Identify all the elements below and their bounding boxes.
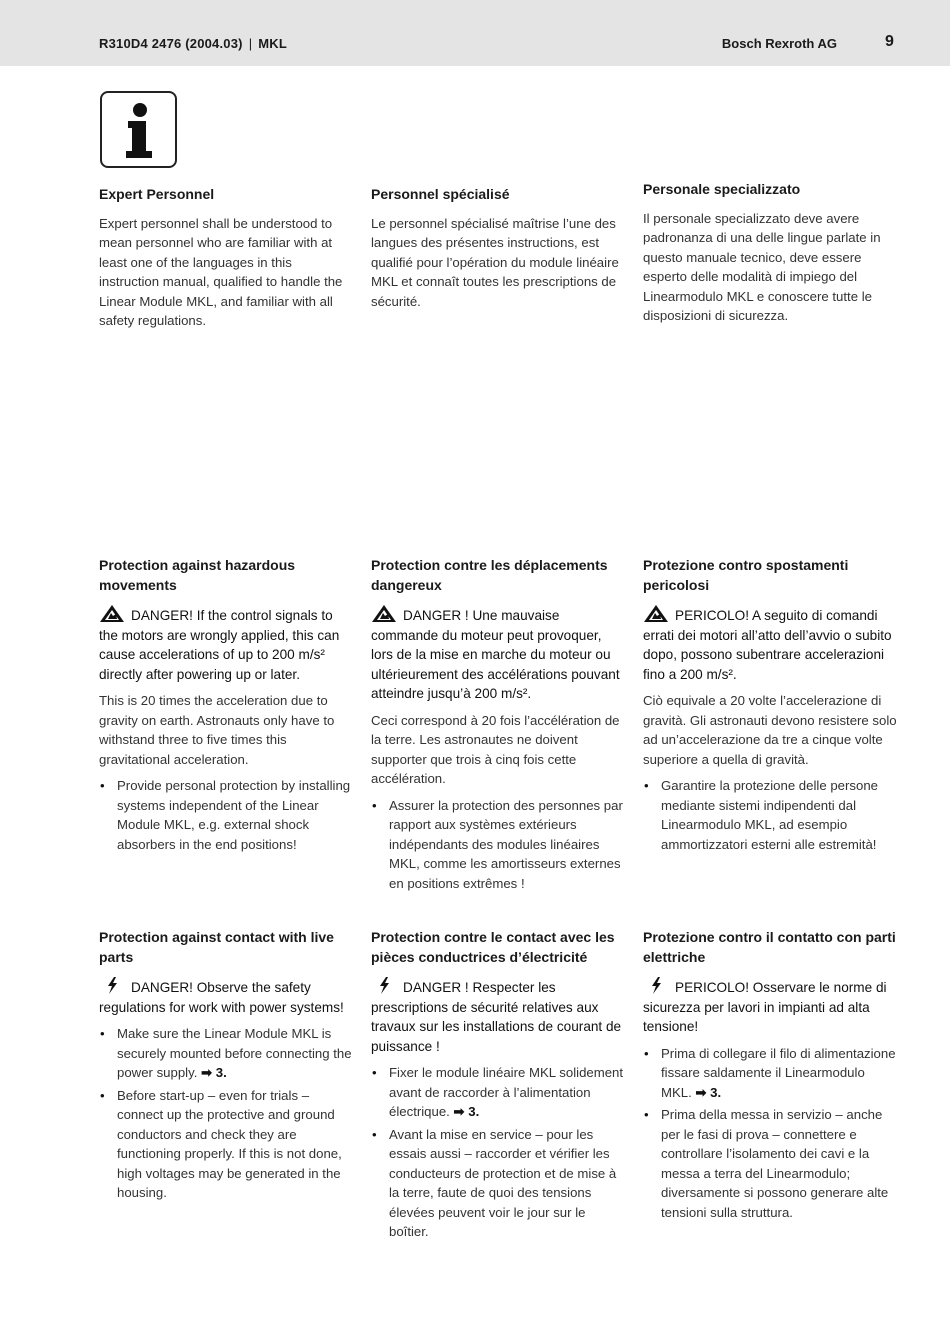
list-item-text: Make sure the Linear Module MKL is securely mounted before connecting the power supply. [117,1026,352,1080]
warning-text: PERICOLO! Osservare le norme di sicurezza per lavori in impianti ad alta tensione! [643,980,887,1034]
movement-col-it [643,556,898,857]
info-icon [100,91,177,168]
cross-reference: ➡ 3. [695,1084,722,1100]
bullet-list [371,796,626,894]
page-header [0,0,950,66]
danger-triangle-icon [371,604,397,623]
warning-text: DANGER! If the control signals to the motors are wrongly applied, this can cause accelerations of up to 200 m/s² directly after powering up or later. [99,608,340,682]
cross-reference: ➡ 3. [201,1065,227,1080]
company-name: Bosch Rexroth AG [721,36,837,51]
bullet-list [99,776,354,854]
section-title: Protection contre les déplacements dangereux [371,557,608,593]
list-item: • Avant la mise en service – pour les essais aussi – raccorder et vérifier les conducteurs de protection et de mise à la terre, faute de quoi des tensions élevées peuvent voir le jour sur le boîtier. [371,1125,626,1242]
section-title: Protection contre le contact avec les pièces conductrices d’électricité [371,929,615,965]
section-title: Personnel spécialisé [371,186,510,202]
list-item: • Garantire la protezione delle persone mediante sistemi indipendenti dal Linearmodulo MKL, ad esempio ammortizzatori esterni alle estremità! [643,776,898,854]
list-item: • Before start-up – even for trials – connect up the protective and ground conductors and check they are functioning properly. If this is not done, high voltages may be generated in the housing. [99,1086,354,1203]
contact-col-it [643,928,898,1225]
section-title: Protezione contro spostamenti pericolosi [643,557,849,593]
danger-warning [643,976,898,1037]
product-name: MKL [258,36,288,51]
list-item: • Prima della messa in servizio – anche per le fasi di prova – connettere e controllare l’isolamento dei cavi e la messa a terra del Linearmodulo; diversamente si possono generare alte tensioni sulla struttura. [643,1105,898,1222]
section-text: Le personnel spécialisé maîtrise l’une des langues des présentes instructions, est qualifié pour l’opération du module linéaire MKL et connaît toutes les prescriptions de sécurité. [371,215,619,309]
danger-warning [643,604,898,684]
lightning-bolt-icon [643,976,669,995]
page-number: 9 [885,33,894,50]
list-item-text: Prima di collegare il filo di alimentazione fissare saldamente il Linearmodulo MKL. [661,1045,896,1100]
header-doc-info [99,36,287,51]
section-text: Il personale specializzato deve avere padronanza di una delle lingue parlate in questo manuale tecnico, deve essere esperto delle modalità di impiego del Linearmodulo MKL e conoscere tutte le disposizioni di sicurezza. [643,210,881,323]
danger-warning [99,604,354,684]
section-title: Protection against hazardous movements [99,557,296,593]
expert-col-it [643,180,898,333]
warning-text: DANGER! Observe the safety regulations for work with power systems! [99,980,344,1015]
section-title: Personale specializzato [643,181,801,197]
danger-warning [99,976,354,1017]
section-text: Ciò equivale a 20 volte l’accelerazione di gravità. Gli astronauti devono resistere solo ad un’accelerazione da tre a cinque volte superiore a quella di gravità. [643,693,897,767]
section-title: Protezione contro il contatto con parti elettriche [643,929,896,965]
list-item [371,1063,626,1122]
bullet-list [371,1063,626,1242]
cross-reference: ➡ 3. [453,1104,480,1119]
doc-id: R310D4 2476 (2004.03) [99,36,243,51]
list-item: • Assurer la protection des personnes par rapport aux systèmes extérieurs indépendants des modules linéaires MKL, comme les amortisseurs externes en positions extrêmes ! [371,796,626,894]
warning-text: DANGER ! Respecter les prescriptions de sécurité relatives aux travaux sur les installations de courant de puissance ! [371,980,622,1054]
section-text: This is 20 times the acceleration due to gravity on earth. Astronauts only have to withstand three to five times this gravitational acceleration. [99,693,335,767]
header-separator: | [248,36,253,51]
movement-col-en [99,556,354,857]
bullet-list [643,1044,898,1223]
section-title: Expert Personnel [99,186,215,202]
list-item [99,1024,354,1083]
section-text: Ceci correspond à 20 fois l’accélération de la terre. Les astronautes ne doivent supporter que trois à cinq fois cette accélération. [371,712,620,786]
bullet-list [643,776,898,854]
warning-text: DANGER ! Une mauvaise commande du moteur peut provoquer, lors de la mise en marche du moteur ou ultérieurement des accélérations pouvant atteindre jusqu’à 200 m/s². [371,608,620,701]
danger-warning [371,976,626,1056]
movement-col-fr [371,556,626,896]
bullet-list [99,1024,354,1203]
expert-col-en [99,185,354,338]
lightning-bolt-icon [371,976,397,995]
contact-col-fr [371,928,626,1245]
lightning-bolt-icon [99,976,125,995]
section-title: Protection against contact with live parts [99,929,334,965]
expert-col-fr [371,185,626,318]
danger-triangle-icon [643,604,669,623]
contact-col-en [99,928,354,1206]
danger-triangle-icon [99,604,125,623]
danger-warning [371,604,626,704]
warning-text: PERICOLO! A seguito di comandi errati dei motori all’atto dell’avvio o subito dopo, possono subentrare accelerazioni fino a 200 m/s². [643,608,892,682]
section-text: Expert personnel shall be understood to mean personnel who are familiar with at least one of the languages in this instruction manual, qualified to handle the Linear Module MKL, and familiar with all safety regulations. [99,215,343,328]
list-item-text: Fixer le module linéaire MKL solidement avant de raccorder à l’alimentation électrique. [389,1065,624,1119]
list-item [643,1044,898,1103]
list-item: • Provide personal protection by installing systems independent of the Linear Module MKL, e.g. external shock absorbers in the end positions! [99,776,354,854]
